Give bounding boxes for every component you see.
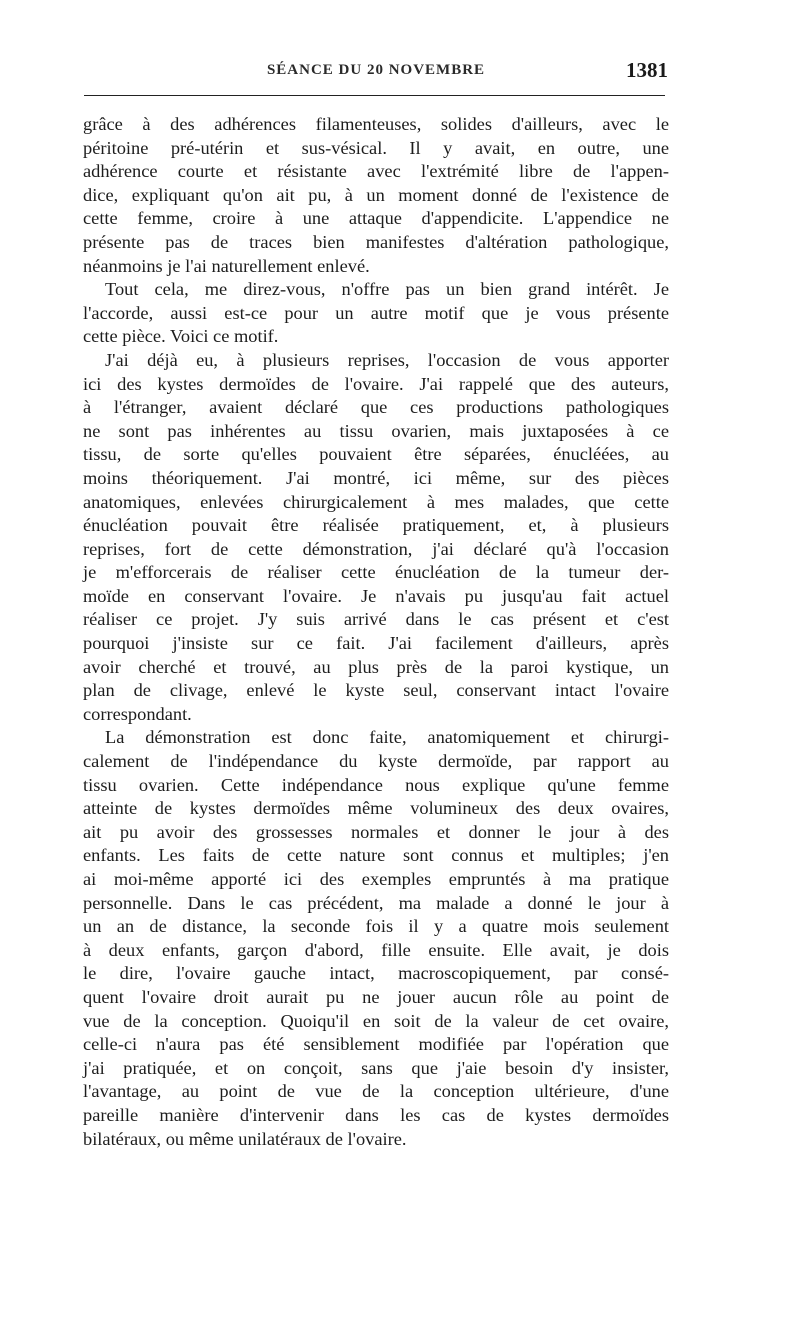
- text-line: atteinte de kystes dermoïdes même volumineux des deux ovaires,: [83, 798, 669, 819]
- text-line: grâce à des adhérences filamenteuses, solides d'ailleurs, avec le: [83, 114, 669, 134]
- text-line: avoir cherché et trouvé, au plus près de la paroi kystique, un: [83, 656, 669, 677]
- text-line: moïde en conservant l'ovaire. Je n'avais pu jusqu'au fait actuel: [83, 585, 669, 606]
- text-line: correspondant.: [83, 703, 192, 724]
- text-line: l'avantage, au point de vue de la conception ultérieure, d'une: [83, 1081, 669, 1102]
- text-line: péritoine pré-utérin et sus-vésical. Il y avait, en outre, une: [83, 137, 669, 158]
- body-text: [83, 113, 669, 1151]
- text-line: personnelle. Dans le cas précédent, ma malade a donné le jour à: [83, 892, 669, 913]
- text-line: bilatéraux, ou même unilatéraux de l'ovaire.: [83, 1128, 407, 1149]
- text-line: je m'efforcerais de réaliser cette énucléation de la tumeur der-: [83, 562, 669, 583]
- running-head: [84, 58, 668, 86]
- text-line: pareille manière d'intervenir dans les cas de kystes dermoïdes: [83, 1104, 669, 1125]
- text-line: vue de la conception. Quoiqu'il en soit de la valeur de cet ovaire,: [83, 1010, 669, 1031]
- text-line: J'ai déjà eu, à plusieurs reprises, l'occasion de vous apporter: [105, 349, 669, 370]
- text-line: adhérence courte et résistante avec l'extrémité libre de l'appen-: [83, 161, 669, 182]
- text-line: dice, expliquant qu'on ait pu, à un moment donné de l'existence de: [83, 184, 669, 205]
- text-line: celle-ci n'aura pas été sensiblement modifiée par l'opération que: [83, 1034, 669, 1055]
- text-line: néanmoins je l'ai naturellement enlevé.: [83, 255, 370, 276]
- text-line: le dire, l'ovaire gauche intact, macroscopiquement, par consé-: [83, 963, 669, 984]
- text-line: à deux enfants, garçon d'abord, fille ensuite. Elle avait, je dois: [83, 939, 669, 960]
- text-line: ait pu avoir des grossesses normales et donner le jour à des: [83, 821, 669, 842]
- text-line: un an de distance, la seconde fois il y a quatre mois seulement: [83, 916, 669, 937]
- text-line: ai moi-même apporté ici des exemples empruntés à ma pratique: [83, 869, 669, 889]
- text-line: tissu ovarien. Cette indépendance nous explique qu'une femme: [83, 774, 669, 795]
- page-number: 1381: [626, 58, 668, 82]
- text-line: présente pas de traces bien manifestes d'altération pathologique,: [83, 231, 669, 252]
- running-title: SÉANCE DU 20 NOVEMBRE: [266, 62, 486, 78]
- text-line: cette femme, croire à une attaque d'appendicite. L'appendice ne: [83, 208, 669, 229]
- text-line: tissu, de sorte qu'elles pouvaient être séparées, énucléées, au: [83, 444, 669, 465]
- text-line: énucléation pouvait être réalisée pratiquement, et, à plusieurs: [83, 515, 669, 536]
- text-line: j'ai pratiquée, et on conçoit, sans que j'aie besoin d'y insister,: [83, 1057, 669, 1078]
- text-line: enfants. Les faits de cette nature sont connus et multiples; j'en: [83, 845, 669, 866]
- text-line: moins théoriquement. J'ai montré, ici même, sur des pièces: [83, 467, 669, 488]
- text-line: à l'étranger, avaient déclaré que ces productions pathologiques: [83, 397, 669, 418]
- text-line: La démonstration est donc faite, anatomiquement et chirurgi-: [105, 727, 669, 748]
- text-line: calement de l'indépendance du kyste dermoïde, par rapport au: [83, 751, 669, 772]
- text-line: plan de clivage, enlevé le kyste seul, conservant intact l'ovaire: [83, 680, 669, 701]
- text-line: pourquoi j'insiste sur ce fait. J'ai facilement d'ailleurs, après: [83, 633, 669, 654]
- text-line: ici des kystes dermoïdes de l'ovaire. J'ai rappelé que des auteurs,: [83, 373, 669, 394]
- text-line: quent l'ovaire droit aurait pu ne jouer aucun rôle au point de: [83, 986, 669, 1007]
- header-rule: [84, 95, 665, 96]
- text-line: ne sont pas inhérentes au tissu ovarien, mais juxtaposées à ce: [83, 420, 669, 441]
- text-line: anatomiques, enlevées chirurgicalement à mes malades, que cette: [83, 491, 669, 512]
- text-line: cette pièce. Voici ce motif.: [83, 326, 279, 347]
- text-line: réaliser ce projet. J'y suis arrivé dans le cas présent et c'est: [83, 609, 669, 630]
- text-line: reprises, fort de cette démonstration, j'ai déclaré qu'à l'occasion: [83, 538, 669, 559]
- text-line: Tout cela, me direz-vous, n'offre pas un bien grand intérêt. Je: [105, 279, 669, 300]
- text-line: l'accorde, aussi est-ce pour un autre motif que je vous présente: [83, 302, 669, 323]
